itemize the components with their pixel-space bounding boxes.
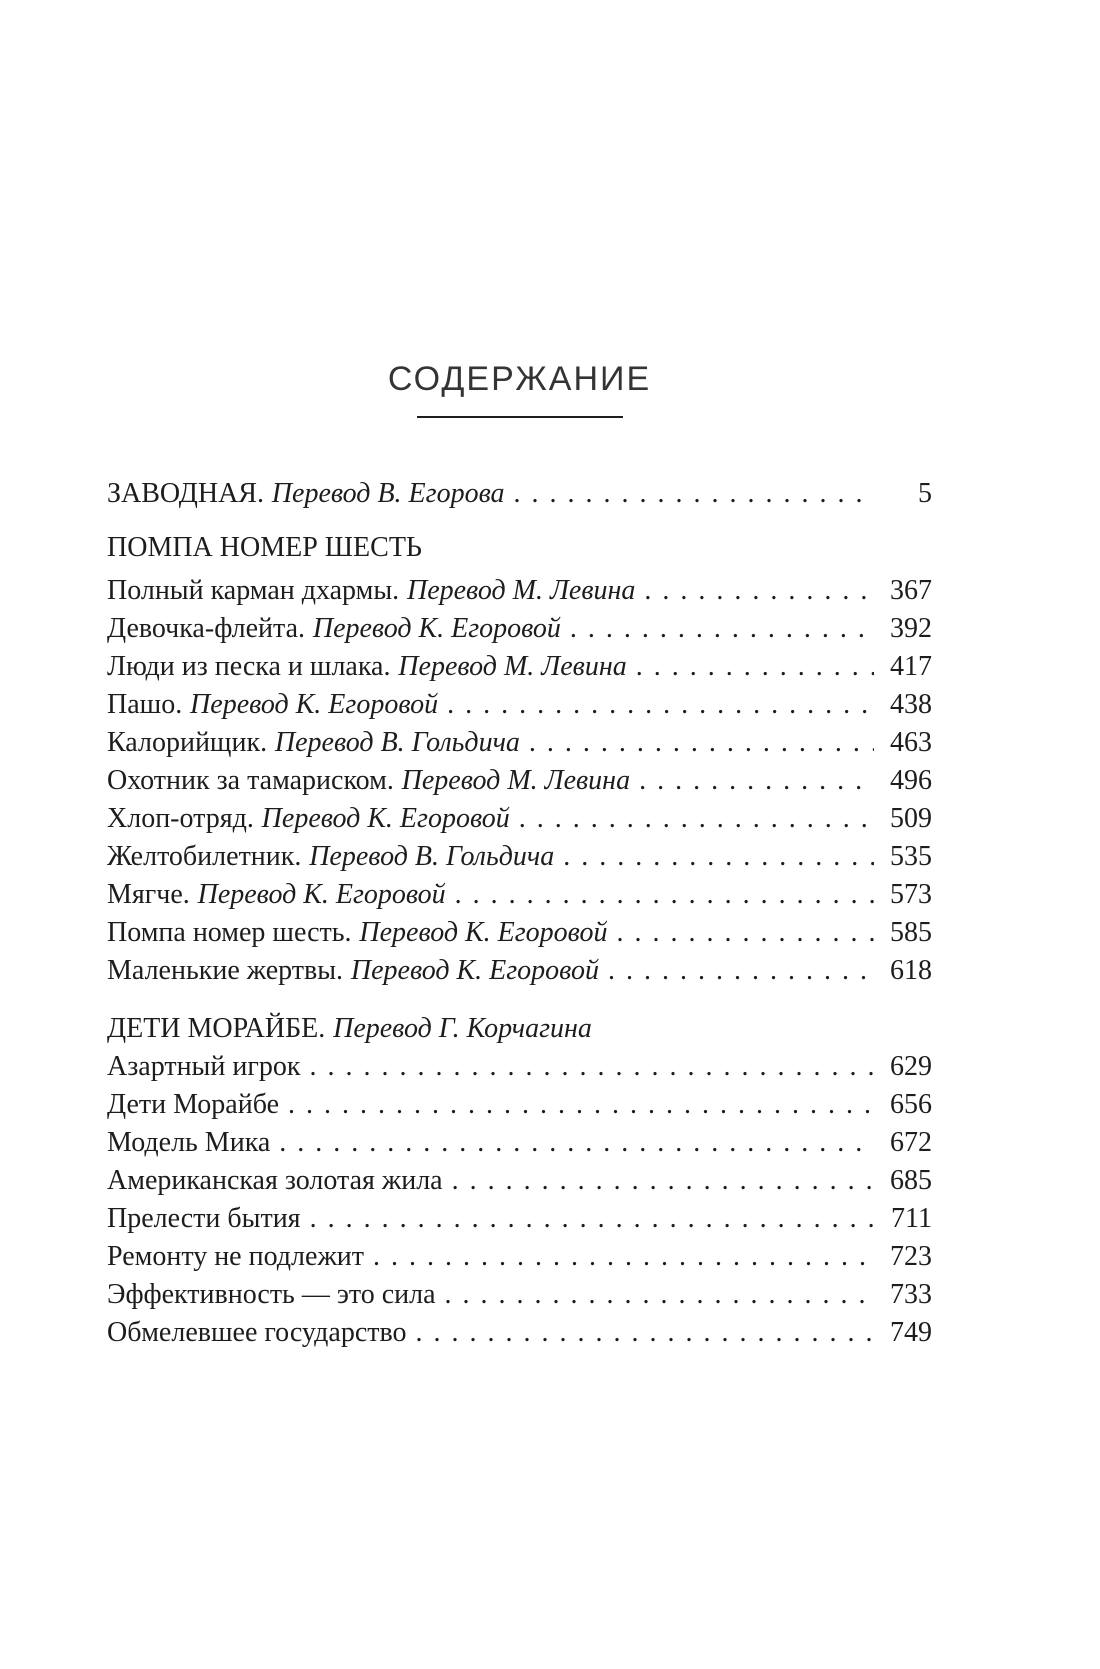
entry-translator: Перевод К. Егоровой — [350, 955, 599, 986]
dot-leader — [510, 800, 874, 838]
entry-page-number: 496 — [890, 765, 932, 796]
entry-title: Желтобилетник. — [107, 841, 302, 872]
toc-entry — [107, 1276, 932, 1314]
entry-page-number: 656 — [890, 1089, 932, 1120]
entry-page-number: 463 — [890, 727, 932, 758]
dot-leader — [300, 1048, 874, 1086]
entry-translator: Перевод К. Егоровой — [190, 689, 439, 720]
entry-page-number: 749 — [890, 1317, 932, 1348]
entry-translator: Перевод К. Егоровой — [261, 803, 510, 834]
entry-translator: Перевод М. Левина — [398, 651, 627, 682]
entry-page-number: 367 — [890, 575, 932, 606]
entry-translator: Перевод К. Егоровой — [197, 879, 446, 910]
toc-entry — [107, 1238, 932, 1276]
section-title: ДЕТИ МОРАЙБЕ. — [107, 1013, 326, 1044]
entry-translator: Перевод В. Гольдича — [274, 727, 520, 758]
toc-entry — [107, 800, 932, 838]
entry-title: Охотник за тамариском. — [107, 765, 394, 796]
dot-leader — [364, 1238, 874, 1276]
toc-entry — [107, 914, 932, 952]
entry-title: Маленькие жертвы. — [107, 955, 344, 986]
entry-title: Калорийщик. — [107, 727, 268, 758]
dot-leader — [561, 610, 874, 648]
toc-section-header — [107, 529, 932, 567]
toc-entry — [107, 1162, 932, 1200]
toc-entry — [107, 475, 932, 513]
dot-leader — [607, 914, 874, 952]
dot-leader — [436, 1276, 874, 1314]
toc-entry — [107, 1200, 932, 1238]
entry-translator: Перевод В. Гольдича — [309, 841, 555, 872]
entry-translator: Перевод К. Егоровой — [359, 917, 608, 948]
entry-page-number: 711 — [891, 1203, 932, 1234]
entry-title: Обмелевшее государство — [107, 1317, 407, 1348]
dot-leader — [635, 572, 874, 610]
toc-entry — [107, 1086, 932, 1124]
toc-entry — [107, 724, 932, 762]
entry-page-number: 417 — [890, 651, 932, 682]
dot-leader — [270, 1124, 874, 1162]
dot-leader — [599, 952, 874, 990]
entry-translator: Перевод В. Егорова — [271, 478, 505, 509]
dot-leader — [279, 1086, 874, 1124]
dot-leader — [446, 876, 874, 914]
entry-title: ЗАВОДНАЯ. — [107, 478, 264, 509]
entry-title: Хлоп-отряд. — [107, 803, 254, 834]
entry-page-number: 629 — [890, 1051, 932, 1082]
toc-section-header — [107, 1010, 932, 1048]
toc-list — [107, 475, 932, 1352]
section-title: ПОМПА НОМЕР ШЕСТЬ — [107, 532, 422, 563]
toc-entry — [107, 1124, 932, 1162]
toc-entry — [107, 838, 932, 876]
entry-title: Азартный игрок — [107, 1051, 301, 1082]
entry-page-number: 438 — [890, 689, 932, 720]
dot-leader — [443, 1162, 874, 1200]
entry-title: Американская золотая жила — [107, 1165, 443, 1196]
dot-leader — [630, 762, 874, 800]
entry-page-number: 733 — [890, 1279, 932, 1310]
entry-translator: Перевод К. Егоровой — [312, 613, 561, 644]
dot-leader — [520, 724, 874, 762]
entry-page-number: 535 — [890, 841, 932, 872]
entry-title: Прелести бытия — [107, 1203, 301, 1234]
entry-page-number: 5 — [918, 478, 932, 509]
entry-title: Дети Морайбе — [107, 1089, 280, 1120]
entry-title: Ремонту не подлежит — [107, 1241, 365, 1272]
dot-leader — [407, 1314, 874, 1352]
contents-heading — [107, 360, 932, 418]
dot-leader — [627, 648, 874, 686]
entry-title: Модель Мика — [107, 1127, 271, 1158]
toc-entry — [107, 1314, 932, 1352]
entry-page-number: 618 — [890, 955, 932, 986]
entry-translator: Перевод М. Левина — [401, 765, 631, 796]
entry-translator: Перевод М. Левина — [406, 575, 636, 606]
title-rule — [417, 416, 623, 418]
toc-entry — [107, 686, 932, 724]
entry-page-number: 573 — [890, 879, 932, 910]
dot-leader — [554, 838, 874, 876]
entry-title: Мягче. — [107, 879, 190, 910]
contents-block — [107, 0, 932, 1352]
dot-leader — [505, 475, 874, 513]
entry-title: Полный карман дхармы. — [107, 575, 400, 606]
entry-page-number: 685 — [890, 1165, 932, 1196]
section-translator: Перевод Г. Корчагина — [333, 1013, 592, 1044]
toc-entry — [107, 952, 932, 990]
page-title: СОДЕРЖАНИЕ — [387, 360, 652, 398]
entry-page-number: 585 — [890, 917, 932, 948]
toc-entry — [107, 1048, 932, 1086]
entry-title: Люди из песка и шлака. — [107, 651, 391, 682]
toc-entry — [107, 572, 932, 610]
toc-entry — [107, 648, 932, 686]
entry-page-number: 723 — [890, 1241, 932, 1272]
entry-title: Пашо. — [107, 689, 183, 720]
dot-leader — [301, 1200, 874, 1238]
toc-entry — [107, 762, 932, 800]
dot-leader — [438, 686, 874, 724]
toc-entry — [107, 876, 932, 914]
entry-page-number: 672 — [890, 1127, 932, 1158]
entry-page-number: 392 — [890, 613, 932, 644]
toc-entry — [107, 610, 932, 648]
entry-title: Девочка-флейта. — [107, 613, 306, 644]
entry-title: Помпа номер шесть. — [107, 917, 352, 948]
entry-title: Эффективность — это сила — [107, 1279, 436, 1310]
entry-page-number: 509 — [890, 803, 932, 834]
